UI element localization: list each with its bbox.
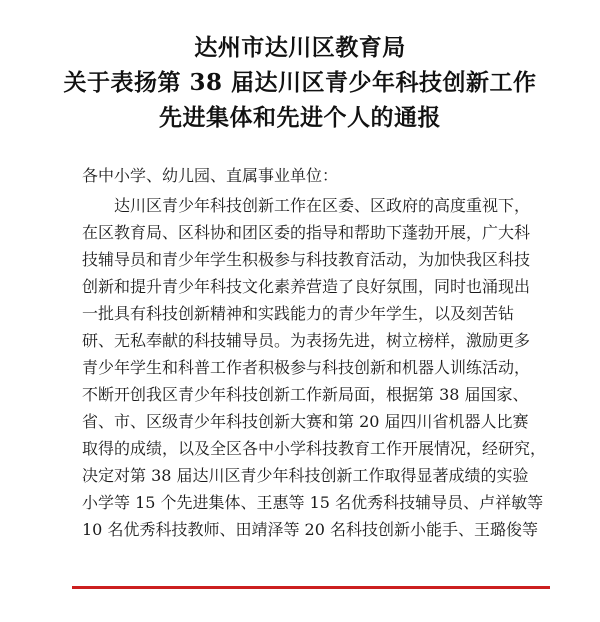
body-line-10: 取得的成绩，以及全区各中小学科技教育工作开展情况，经研究， [82,439,547,458]
title-line-3: 先进集体和先进个人的通报 [159,104,441,131]
body-line-2: 在区教育局、区科协和团区委的指导和帮助下蓬勃开展，广大科 [82,223,531,242]
body-line-11: 决定对第 38 届达川区青少年科技创新工作取得显著成绩的实验 [82,466,529,485]
body-line-7: 青少年学生和科普工作者积极参与科技创新和机器人训练活动， [82,358,531,377]
title-line-1: 达州市达川区教育局 [194,34,406,61]
body-line-9: 省、市、区级青少年科技创新大赛和第 20 届四川省机器人比赛 [82,412,529,431]
body-line-6: 研、无私奉献的科技辅导员。为表扬先进，树立榜样，激励更多 [82,331,531,350]
body-line-3: 技辅导员和青少年学生积极参与科技教育活动，为加快我区科技 [82,250,531,269]
body-line-4: 创新和提升青少年科技文化素养营造了良好氛围，同时也涌现出 [82,277,531,296]
body-line-1: 达川区青少年科技创新工作在区委、区政府的高度重视下， [114,196,531,215]
red-divider-rule [72,586,550,589]
body-line-13: 10 名优秀科技教师、田靖泽等 20 名科技创新小能手、王璐俊等 [82,520,538,539]
body-paragraph [82,192,552,543]
body-line-12: 小学等 15 个先进集体、王惠等 15 名优秀科技辅导员、卢祥敏等 [82,493,544,512]
title-line-2: 关于表扬第 38 届达川区青少年科技创新工作 [63,69,537,96]
salutation: 各中小学、幼儿园、直属事业单位： [82,166,339,185]
body-line-5: 一批具有科技创新精神和实践能力的青少年学生，以及刻苦钻 [82,304,515,323]
body-line-8: 不断开创我区青少年科技创新工作新局面，根据第 38 届国家、 [82,385,529,404]
